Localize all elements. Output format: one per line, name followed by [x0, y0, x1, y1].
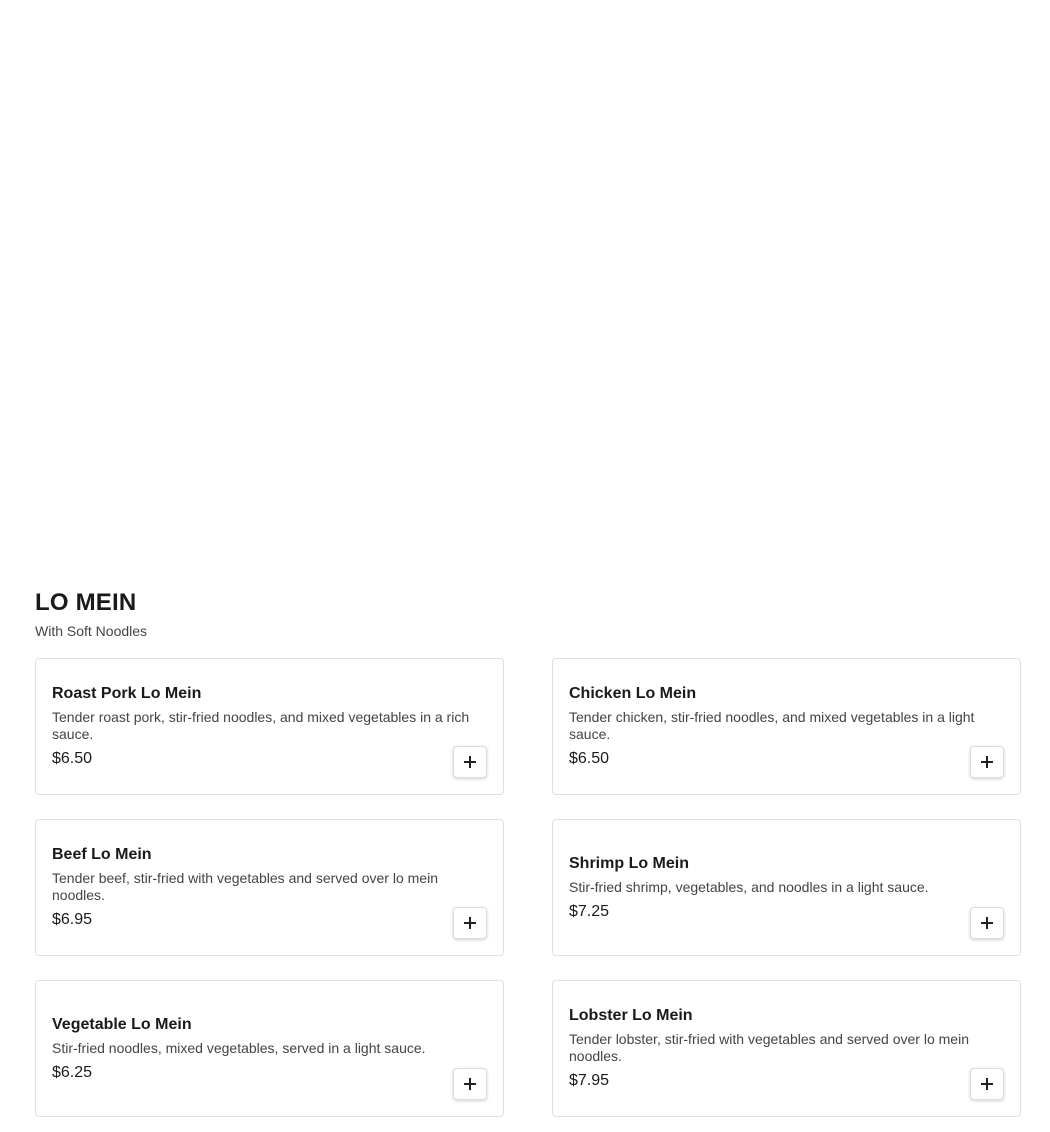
item-name: Chicken Lo Mein [569, 685, 697, 702]
item-price: $7.25 [569, 902, 610, 920]
item-description: Tender lobster, stir-fried with vegetables and served over lo mein noodles. [569, 1031, 969, 1064]
item-description: Tender chicken, stir-fried noodles, and mixed vegetables in a light sauce. [569, 709, 975, 742]
item-price: $7.95 [569, 1072, 610, 1089]
item-name: Shrimp Lo Mein [569, 854, 689, 872]
menu-item-card[interactable] [35, 658, 504, 795]
plus-icon [981, 1078, 993, 1090]
menu-item-card[interactable] [552, 980, 1021, 1117]
item-name: Lobster Lo Mein [569, 1007, 693, 1024]
item-description: Tender roast pork, stir-fried noodles, and mixed vegetables in a rich sauce. [52, 709, 470, 742]
add-item-button[interactable] [453, 1068, 487, 1100]
plus-icon [464, 917, 476, 929]
item-name: Beef Lo Mein [52, 846, 152, 863]
menu-item-card[interactable] [552, 658, 1021, 795]
plus-icon [981, 756, 993, 768]
add-item-button[interactable] [970, 746, 1004, 778]
add-item-button[interactable] [453, 907, 487, 939]
add-item-button[interactable] [453, 746, 487, 778]
section-title: LO MEIN [35, 589, 137, 616]
item-price: $6.50 [52, 750, 93, 767]
item-description: Stir-fried shrimp, vegetables, and noodles in a light sauce. [569, 878, 929, 895]
item-description: Stir-fried noodles, mixed vegetables, served in a light sauce. [52, 1039, 426, 1056]
item-price: $6.25 [52, 1063, 93, 1081]
item-description: Tender beef, stir-fried with vegetables and served over lo mein noodles. [52, 870, 438, 903]
menu-item-card[interactable] [35, 980, 504, 1117]
plus-icon [464, 756, 476, 768]
plus-icon [981, 917, 993, 929]
menu-items-grid [35, 658, 1021, 1117]
menu-item-card[interactable] [552, 819, 1021, 956]
item-price: $6.95 [52, 911, 93, 928]
menu-item-card[interactable] [35, 819, 504, 956]
item-name: Vegetable Lo Mein [52, 1015, 192, 1033]
plus-icon [464, 1078, 476, 1090]
add-item-button[interactable] [970, 1068, 1004, 1100]
section-subtitle: With Soft Noodles [35, 623, 148, 639]
add-item-button[interactable] [970, 907, 1004, 939]
item-price: $6.50 [569, 750, 610, 767]
item-name: Roast Pork Lo Mein [52, 685, 202, 702]
menu-section-header [35, 588, 1021, 640]
